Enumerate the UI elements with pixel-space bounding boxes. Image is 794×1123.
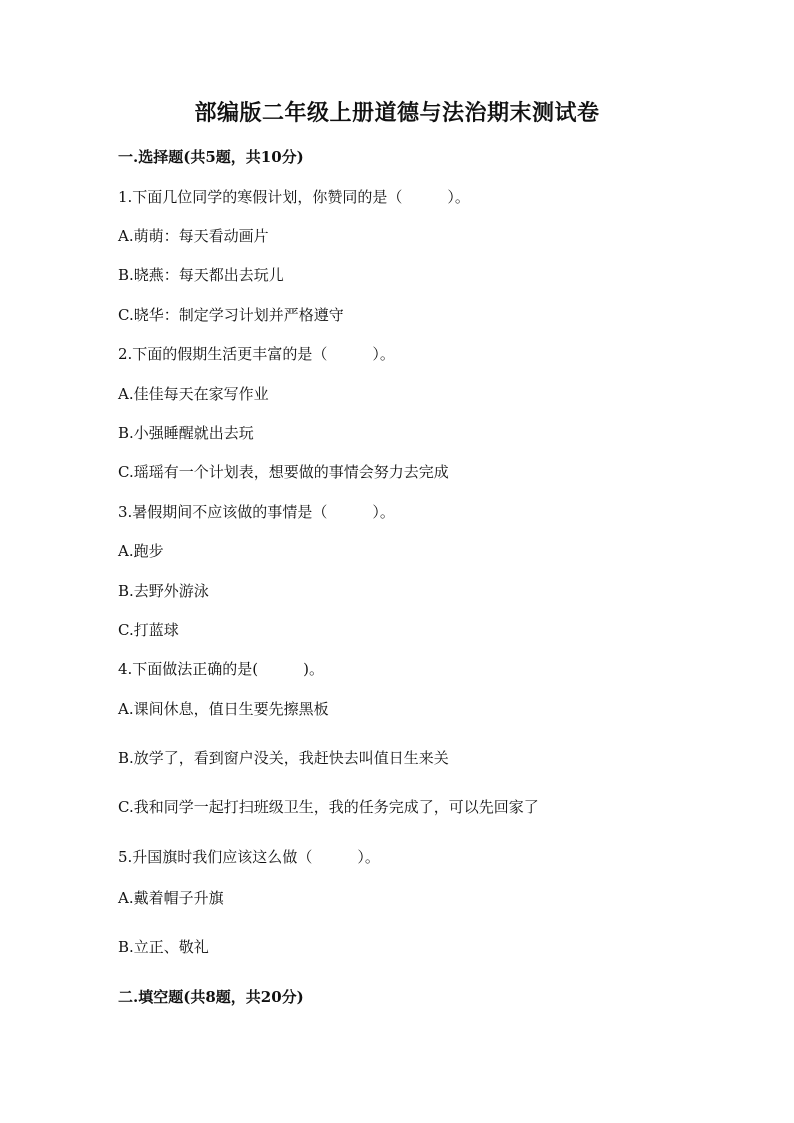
option-b: B.晓燕：每天都出去玩儿	[118, 266, 284, 284]
option-c: C.我和同学一起打扫班级卫生，我的任务完成了，可以先回家了	[118, 798, 539, 816]
option-a: A.萌萌：每天看动画片	[118, 227, 269, 245]
question-stem: 2.下面的假期生活更丰富的是（ ）。	[118, 345, 395, 363]
option-a: A.佳佳每天在家写作业	[118, 385, 269, 403]
option-c: C.瑶瑶有一个计划表，想要做的事情会努力去完成	[118, 463, 449, 481]
option-a: A.戴着帽子升旗	[118, 889, 224, 907]
option-c: C.打蓝球	[118, 621, 179, 639]
question-stem: 5.升国旗时我们应该这么做（ ）。	[118, 848, 380, 866]
question-stem: 3.暑假期间不应该做的事情是（ ）。	[118, 503, 395, 521]
option-c: C.晓华：制定学习计划并严格遵守	[118, 306, 344, 324]
option-b: B.去野外游泳	[118, 582, 209, 600]
option-b: B.立正、敬礼	[118, 938, 209, 956]
page-title: 部编版二年级上册道德与法治期末测试卷	[194, 100, 600, 126]
option-b: B.放学了，看到窗户没关，我赶快去叫值日生来关	[118, 749, 449, 767]
option-b: B.小强睡醒就出去玩	[118, 424, 254, 442]
option-a: A.跑步	[118, 542, 164, 560]
question-stem: 4.下面做法正确的是( )。	[118, 660, 325, 678]
option-a: A.课间休息，值日生要先擦黑板	[118, 700, 329, 718]
section-heading-fill-blank: 二.填空题(共8题，共20分)	[118, 988, 304, 1006]
question-stem: 1.下面几位同学的寒假计划，你赞同的是（ ）。	[118, 188, 470, 206]
section-heading-choice: 一.选择题(共5题，共10分)	[118, 148, 304, 166]
